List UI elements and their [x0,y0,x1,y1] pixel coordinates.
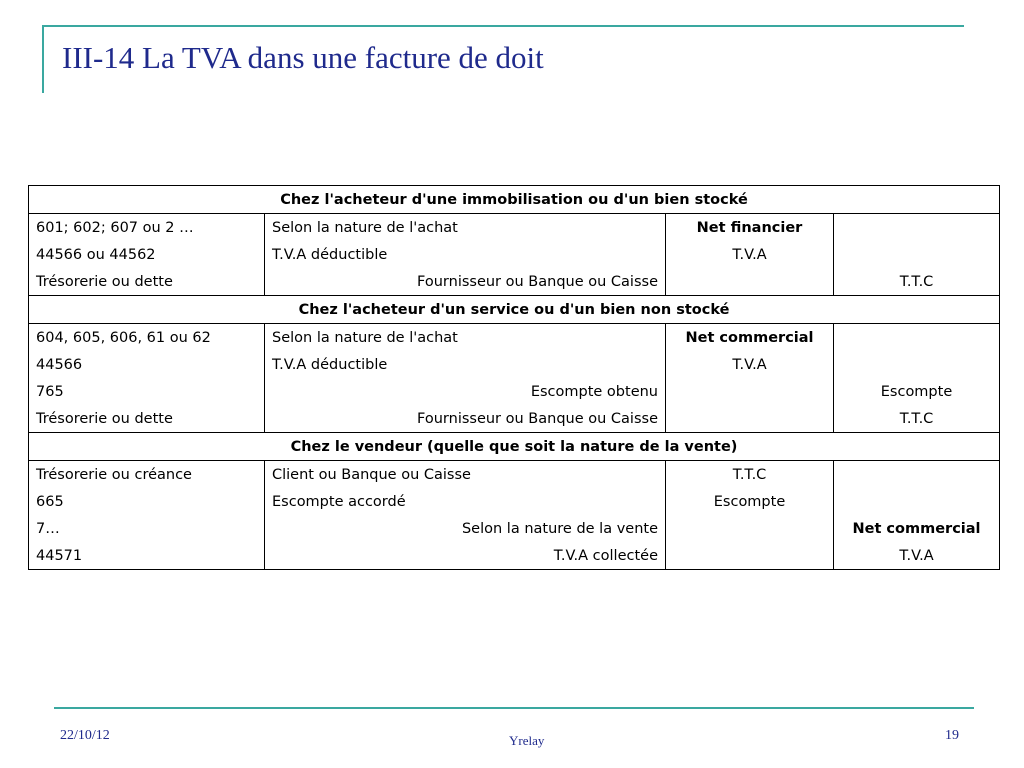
footer-author: Yrelay [509,733,545,748]
account-cell: Trésorerie ou créance [29,461,265,489]
debit-cell [666,268,834,296]
account-cell: 44571 [29,542,265,570]
account-cell: 601; 602; 607 ou 2 … [29,214,265,242]
credit-cell: Net commercial [834,515,1000,542]
title-frame-left-line [42,25,44,93]
table-row [29,214,1000,242]
label-cell: Fournisseur ou Banque ou Caisse [265,405,666,433]
credit-cell: T.V.A [834,542,1000,570]
vat-journal-table [28,185,1000,570]
credit-cell [834,241,1000,268]
table-row [29,461,1000,489]
credit-cell: Escompte [834,378,1000,405]
label-cell: T.V.A déductible [265,351,666,378]
footer-page-number: 19 [945,728,959,743]
table-row [29,378,1000,405]
label-cell: Selon la nature de l'achat [265,324,666,352]
credit-cell [834,488,1000,515]
debit-cell: Net financier [666,214,834,242]
debit-cell: T.T.C [666,461,834,489]
debit-cell: Escompte [666,488,834,515]
table-row [29,405,1000,433]
label-cell: Escompte obtenu [265,378,666,405]
label-cell: Escompte accordé [265,488,666,515]
title-frame-top-line [42,25,964,27]
section-header-row [29,186,1000,214]
debit-cell [666,405,834,433]
debit-cell [666,378,834,405]
label-cell: Client ou Banque ou Caisse [265,461,666,489]
footer-divider [54,707,974,709]
debit-cell: T.V.A [666,241,834,268]
credit-cell [834,351,1000,378]
label-cell: T.V.A déductible [265,241,666,268]
debit-cell [666,542,834,570]
section-header: Chez l'acheteur d'une immobilisation ou d'un bien stocké [29,186,1000,214]
account-cell: 44566 ou 44562 [29,241,265,268]
table-row [29,241,1000,268]
account-cell: 44566 [29,351,265,378]
account-cell: 7… [29,515,265,542]
table-row [29,324,1000,352]
table-row [29,515,1000,542]
label-cell: T.V.A collectée [265,542,666,570]
account-cell: Trésorerie ou dette [29,405,265,433]
debit-cell: T.V.A [666,351,834,378]
account-cell: 765 [29,378,265,405]
debit-cell [666,515,834,542]
credit-cell [834,324,1000,352]
table-row [29,542,1000,570]
credit-cell [834,461,1000,489]
account-cell: 665 [29,488,265,515]
label-cell: Selon la nature de l'achat [265,214,666,242]
account-cell: Trésorerie ou dette [29,268,265,296]
table-row [29,351,1000,378]
account-cell: 604, 605, 606, 61 ou 62 [29,324,265,352]
credit-cell: T.T.C [834,268,1000,296]
section-header-row [29,296,1000,324]
label-cell: Selon la nature de la vente [265,515,666,542]
debit-cell: Net commercial [666,324,834,352]
table-row [29,488,1000,515]
section-header: Chez le vendeur (quelle que soit la nature de la vente) [29,433,1000,461]
footer-date: 22/10/12 [60,728,110,743]
section-header: Chez l'acheteur d'un service ou d'un bien non stocké [29,296,1000,324]
label-cell: Fournisseur ou Banque ou Caisse [265,268,666,296]
section-header-row [29,433,1000,461]
credit-cell [834,214,1000,242]
credit-cell: T.T.C [834,405,1000,433]
table-row [29,268,1000,296]
slide-title: III-14 La TVA dans une facture de doit [62,40,544,75]
